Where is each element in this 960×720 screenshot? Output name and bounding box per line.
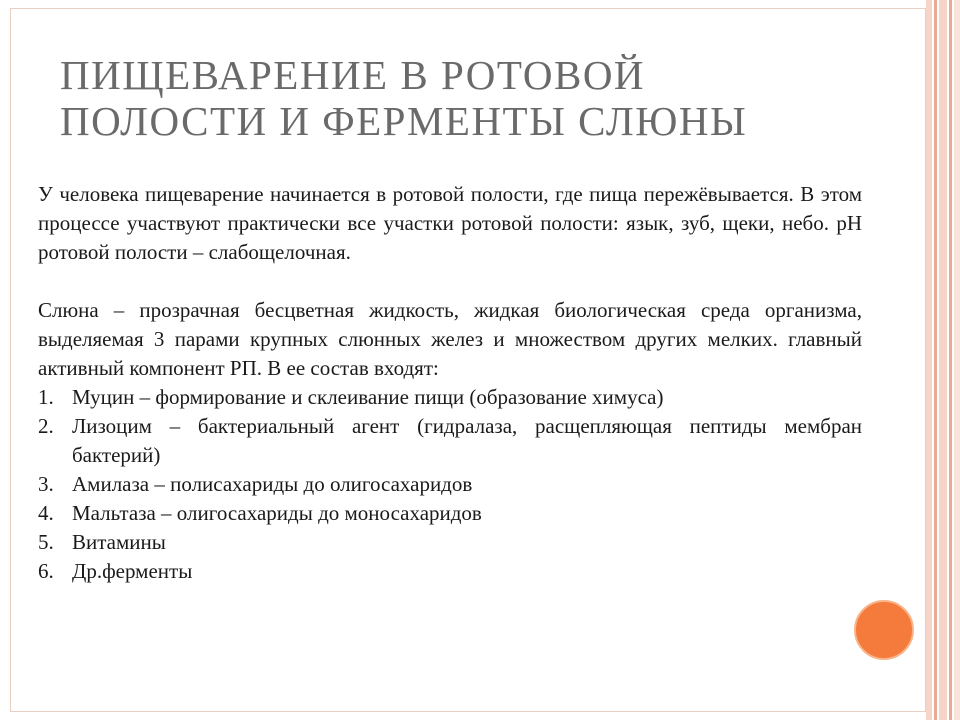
list-item [38,557,862,586]
title-line-1: ПИЩЕВАРЕНИЕ В РОТОВОЙ [60,52,646,98]
stripe-3 [939,0,947,720]
saliva-paragraph: Слюна – прозрачная бесцветная жидкость, жидкая биологическая среда организма, выделяемая 3 парами крупных слюнных желез и множеством других мелких. главный активный компонент РП. В ее состав входят: [38,298,862,380]
list-item-number: 2. [38,414,54,438]
list-item-text: Муцин – формирование и склеивание пищи (образование химуса) [72,385,664,409]
list-item-number: 1. [38,385,54,409]
stripe-4 [949,0,952,720]
intro-paragraph: У человека пищеварение начинается в ротовой полости, где пища пережёвывается. В этом процессе участвуют практически все участки ротовой полости: язык, зуб, щеки, небо. pH ротовой полости – слабощелочная. [38,182,862,264]
list-item-number: 3. [38,472,54,496]
list-item [38,499,862,528]
saliva-components-list [38,383,862,586]
list-item-text: Др.ферменты [72,559,193,583]
decorative-stripes [926,0,960,720]
list-item-text: Лизоцим – бактериальный агент (гидралаза, расщепляющая пептиды мембран бактерий) [72,414,862,467]
list-item [38,470,862,499]
decorative-circle [854,600,914,660]
title-line-2: ПОЛОСТИ И ФЕРМЕНТЫ СЛЮНЫ [60,98,748,144]
list-item-text: Витамины [72,530,166,554]
list-item-number: 5. [38,530,54,554]
list-item-text: Амилаза – полисахариды до олигосахаридов [72,472,473,496]
slide-body [38,180,862,586]
list-item-number: 4. [38,501,54,525]
list-item [38,383,862,412]
stripe-5 [954,0,960,720]
list-item-number: 6. [38,559,54,583]
list-item [38,412,862,470]
slide-title [60,52,880,144]
stripe-1 [926,0,932,720]
list-item [38,528,862,557]
list-item-text: Мальтаза – олигосахариды до моносахаридов [72,501,482,525]
stripe-2 [934,0,937,720]
